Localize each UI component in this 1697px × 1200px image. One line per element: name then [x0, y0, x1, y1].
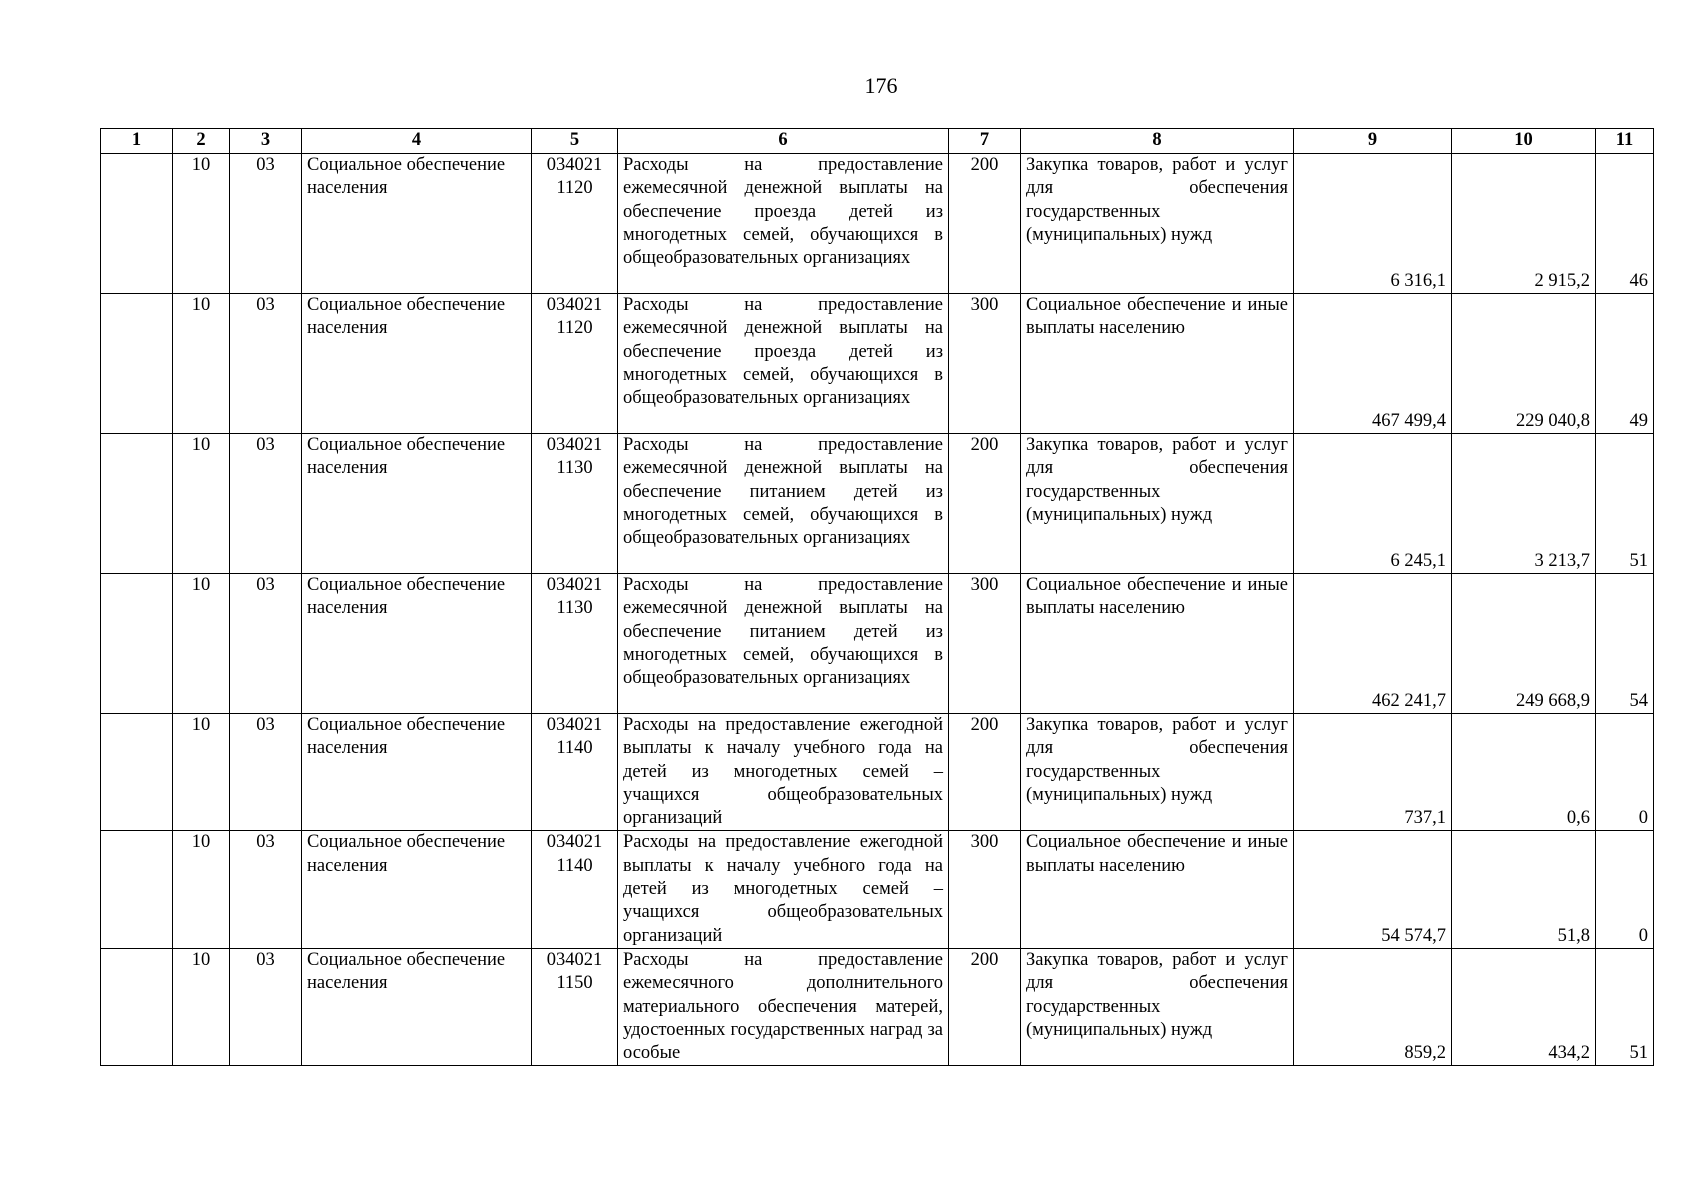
cell-expense-type: 200 [949, 948, 1021, 1065]
cell-amount-plan: 737,1 [1294, 714, 1452, 831]
cell-col1 [101, 574, 173, 714]
cell-expense-type-name: Закупка товаров, работ и услуг для обеспечения государственных (муниципальных) нужд [1021, 154, 1294, 294]
cell-section: 10 [173, 574, 230, 714]
table-row [101, 714, 1654, 831]
cell-percent: 51 [1596, 948, 1654, 1065]
cell-amount-actual: 229 040,8 [1452, 294, 1596, 434]
cell-target-code: 034021 1130 [532, 434, 618, 574]
cell-amount-plan: 859,2 [1294, 948, 1452, 1065]
column-header: 7 [949, 129, 1021, 154]
table-row [101, 294, 1654, 434]
cell-col1 [101, 434, 173, 574]
table-row [101, 948, 1654, 1065]
cell-col1 [101, 948, 173, 1065]
cell-section: 10 [173, 948, 230, 1065]
cell-expense-type-name: Социальное обеспечение и иные выплаты населению [1021, 831, 1294, 948]
cell-col1 [101, 294, 173, 434]
cell-target-code: 034021 1140 [532, 714, 618, 831]
column-header: 8 [1021, 129, 1294, 154]
cell-expense-type: 300 [949, 831, 1021, 948]
cell-expense-type: 200 [949, 714, 1021, 831]
cell-subsection: 03 [230, 154, 302, 294]
cell-expense-type-name: Закупка товаров, работ и услуг для обеспечения государственных (муниципальных) нужд [1021, 434, 1294, 574]
cell-section: 10 [173, 294, 230, 434]
cell-col1 [101, 831, 173, 948]
cell-amount-actual: 0,6 [1452, 714, 1596, 831]
column-header: 4 [302, 129, 532, 154]
cell-percent: 51 [1596, 434, 1654, 574]
cell-amount-actual: 434,2 [1452, 948, 1596, 1065]
cell-section-name: Социальное обеспечение населения [302, 574, 532, 714]
cell-amount-actual: 51,8 [1452, 831, 1596, 948]
cell-percent: 0 [1596, 714, 1654, 831]
cell-amount-plan: 467 499,4 [1294, 294, 1452, 434]
column-header: 2 [173, 129, 230, 154]
cell-expense-type-name: Социальное обеспечение и иные выплаты населению [1021, 574, 1294, 714]
cell-target-code: 034021 1140 [532, 831, 618, 948]
cell-expense-type: 200 [949, 154, 1021, 294]
cell-section-name: Социальное обеспечение населения [302, 434, 532, 574]
cell-percent: 49 [1596, 294, 1654, 434]
cell-amount-plan: 6 245,1 [1294, 434, 1452, 574]
cell-col1 [101, 154, 173, 294]
cell-expense-type: 200 [949, 434, 1021, 574]
table-row [101, 154, 1654, 294]
cell-target-code: 034021 1120 [532, 154, 618, 294]
column-header: 1 [101, 129, 173, 154]
cell-expense-type-name: Социальное обеспечение и иные выплаты населению [1021, 294, 1294, 434]
column-header: 6 [618, 129, 949, 154]
cell-target-code: 034021 1130 [532, 574, 618, 714]
cell-expense-type-name: Закупка товаров, работ и услуг для обеспечения государственных (муниципальных) нужд [1021, 714, 1294, 831]
cell-section-name: Социальное обеспечение населения [302, 294, 532, 434]
cell-expense-description: Расходы на предоставление ежегодной выплаты к началу учебного года на детей из многодетных семей – учащихся общеобразовательных организаций [618, 714, 949, 831]
cell-expense-type-name: Закупка товаров, работ и услуг для обеспечения государственных (муниципальных) нужд [1021, 948, 1294, 1065]
cell-expense-description: Расходы на предоставление ежемесячного дополнительного материального обеспечения матерей, удостоенных государственных наград за особые [618, 948, 949, 1065]
column-header: 10 [1452, 129, 1596, 154]
cell-expense-type: 300 [949, 294, 1021, 434]
column-header: 9 [1294, 129, 1452, 154]
cell-expense-description: Расходы на предоставление ежемесячной денежной выплаты на обеспечение питанием детей из многодетных семей, обучающихся в общеобразовательных организациях [618, 434, 949, 574]
cell-subsection: 03 [230, 714, 302, 831]
header-row [101, 129, 1654, 154]
cell-expense-description: Расходы на предоставление ежемесячной денежной выплаты на обеспечение проезда детей из многодетных семей, обучающихся в общеобразовательных организациях [618, 294, 949, 434]
cell-amount-actual: 249 668,9 [1452, 574, 1596, 714]
cell-subsection: 03 [230, 434, 302, 574]
cell-section: 10 [173, 434, 230, 574]
cell-section: 10 [173, 831, 230, 948]
cell-section-name: Социальное обеспечение населения [302, 948, 532, 1065]
cell-section-name: Социальное обеспечение населения [302, 714, 532, 831]
cell-section-name: Социальное обеспечение населения [302, 831, 532, 948]
cell-expense-description: Расходы на предоставление ежемесячной денежной выплаты на обеспечение питанием детей из многодетных семей, обучающихся в общеобразовательных организациях [618, 574, 949, 714]
cell-subsection: 03 [230, 948, 302, 1065]
cell-target-code: 034021 1120 [532, 294, 618, 434]
cell-section: 10 [173, 154, 230, 294]
table-row [101, 831, 1654, 948]
cell-amount-plan: 6 316,1 [1294, 154, 1452, 294]
page-number: 176 [864, 73, 898, 98]
cell-subsection: 03 [230, 831, 302, 948]
budget-table [100, 128, 1654, 1066]
cell-amount-actual: 3 213,7 [1452, 434, 1596, 574]
cell-section: 10 [173, 714, 230, 831]
column-header: 11 [1596, 129, 1654, 154]
cell-target-code: 034021 1150 [532, 948, 618, 1065]
cell-amount-plan: 462 241,7 [1294, 574, 1452, 714]
cell-section-name: Социальное обеспечение населения [302, 154, 532, 294]
cell-expense-description: Расходы на предоставление ежемесячной денежной выплаты на обеспечение проезда детей из многодетных семей, обучающихся в общеобразовательных организациях [618, 154, 949, 294]
cell-percent: 54 [1596, 574, 1654, 714]
cell-percent: 46 [1596, 154, 1654, 294]
cell-subsection: 03 [230, 294, 302, 434]
cell-subsection: 03 [230, 574, 302, 714]
table-row [101, 434, 1654, 574]
cell-expense-description: Расходы на предоставление ежегодной выплаты к началу учебного года на детей из многодетных семей – учащихся общеобразовательных организаций [618, 831, 949, 948]
column-header: 3 [230, 129, 302, 154]
cell-amount-plan: 54 574,7 [1294, 831, 1452, 948]
cell-expense-type: 300 [949, 574, 1021, 714]
column-header: 5 [532, 129, 618, 154]
cell-amount-actual: 2 915,2 [1452, 154, 1596, 294]
cell-percent: 0 [1596, 831, 1654, 948]
cell-col1 [101, 714, 173, 831]
table-row [101, 574, 1654, 714]
